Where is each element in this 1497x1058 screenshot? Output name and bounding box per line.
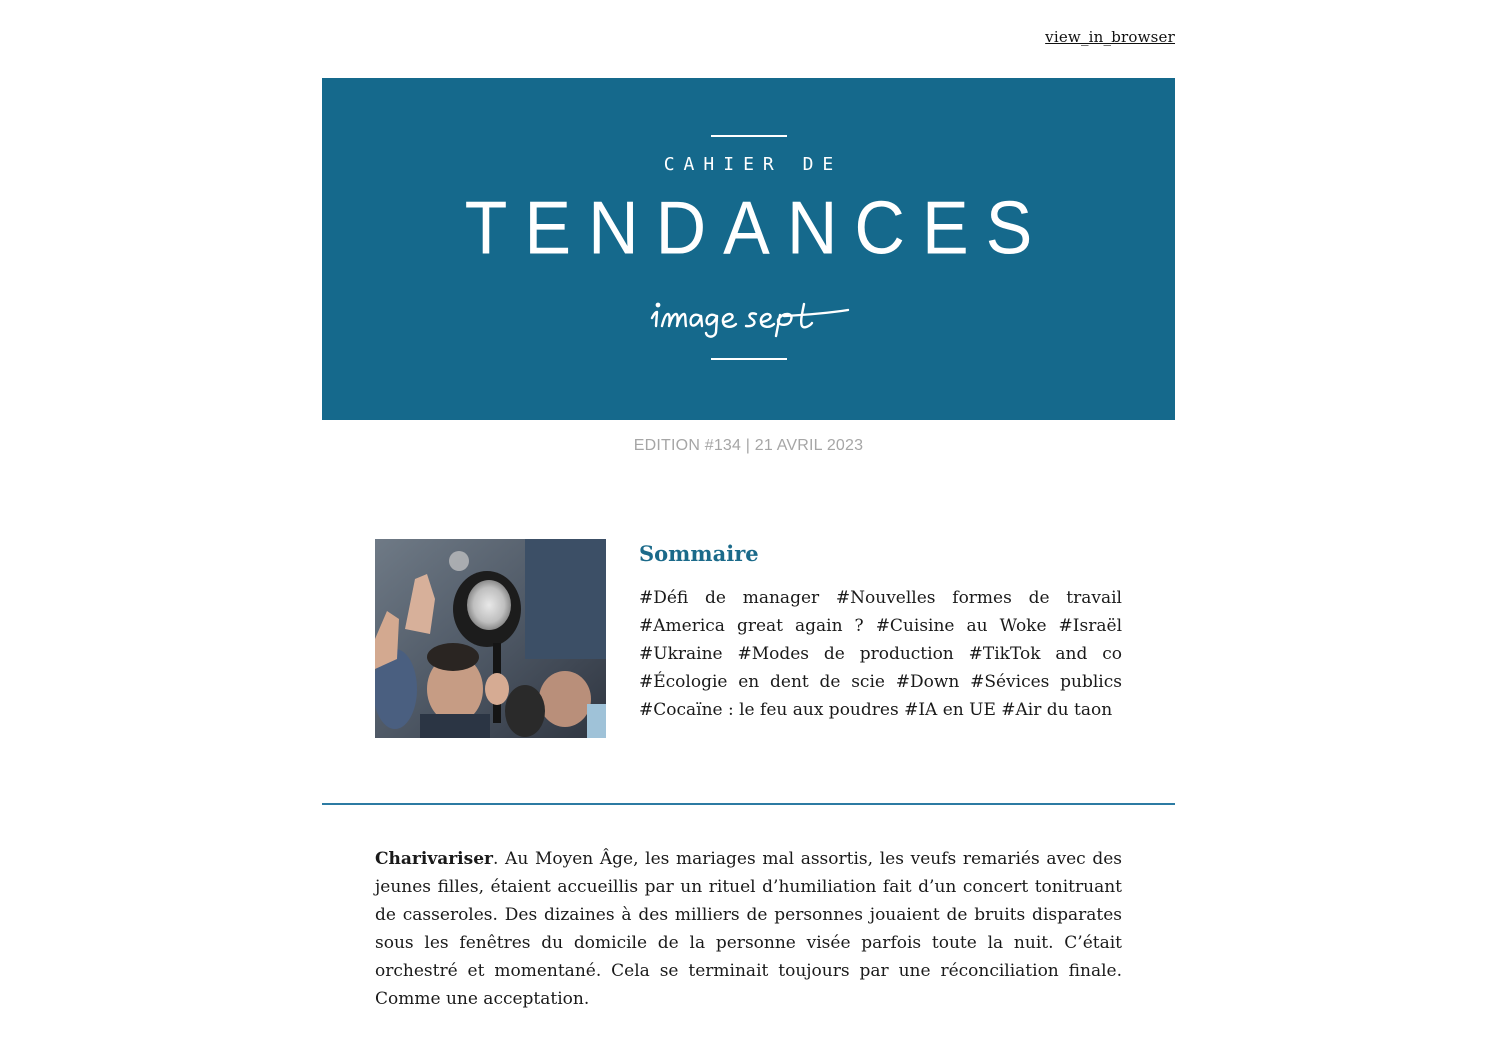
section-divider xyxy=(322,803,1175,805)
sommaire-topics: #Défi de manager #Nouvelles formes de travail #America great again ? #Cuisine au Woke #Israël #Ukraine #Modes de production #TikTok and co #Écologie en dent de scie #Down #Sévices publics #Cocaïne : le feu aux poudres #IA en UE #Air du taon xyxy=(639,588,1122,720)
banner-top-rule xyxy=(711,135,787,137)
image-sept-signature-logo xyxy=(322,288,1175,338)
banner-title: TENDANCES xyxy=(464,185,1050,270)
banner-kicker: CAHIER DE xyxy=(663,154,843,175)
edition-line: EDITION #134 | 21 AVRIL 2023 xyxy=(633,437,864,454)
banner-bottom-rule xyxy=(711,358,787,360)
view-in-browser-link[interactable]: view_in_browser xyxy=(1045,28,1175,46)
lead-word: Charivariser xyxy=(375,849,493,869)
newsletter-banner xyxy=(322,78,1175,420)
sommaire-photo xyxy=(375,539,606,738)
article-text: . Au Moyen Âge, les mariages mal assortis, les veufs remariés avec des jeunes filles, étaient accueillis par un rituel d’humiliation fait d’un concert tonitruant de casseroles. Des dizaines à des milliers de personnes jouaient de bruits disparates sous les fenêtres du domicile de la personne visée parfois toute la nuit. C’était orchestré et momentané. Cela se terminait toujours par une réconciliation finale. Comme une acceptation. xyxy=(375,849,1122,1009)
article-paragraph xyxy=(375,845,1122,1013)
sommaire-title: Sommaire xyxy=(639,541,759,566)
